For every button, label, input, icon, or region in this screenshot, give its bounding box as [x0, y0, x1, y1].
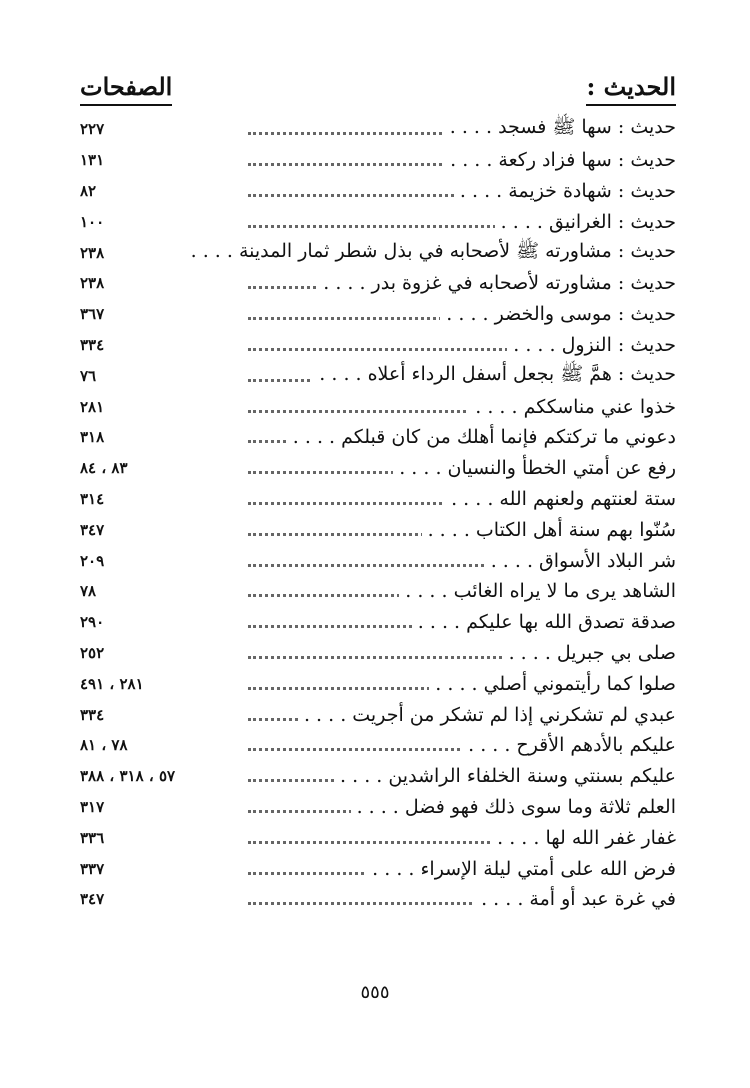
- index-row-body: [198, 484, 676, 515]
- index-row-text: في غرة عبد أو أمة . . . .: [475, 888, 676, 910]
- index-row-text: فرض الله على أمتي ليلة الإسراء . . . .: [366, 858, 676, 880]
- index-row-body: [198, 607, 676, 638]
- index-row: [80, 299, 676, 330]
- index-row-body: [198, 884, 676, 915]
- index-row-text: حديث : الغرانيق . . . .: [495, 211, 676, 233]
- index-row-body: [198, 360, 676, 391]
- index-row-body: [198, 330, 676, 361]
- index-row: [80, 761, 676, 792]
- index-row-body: [198, 299, 676, 330]
- hadith-index-list: [80, 114, 676, 915]
- index-row-pages: ٣١٨: [80, 428, 105, 447]
- index-row-text: حديث : مشاورته ﷺ لأصحابه في بذل شطر ثمار المدينة . . . .: [185, 239, 676, 267]
- index-row-pages: ٢٥٢: [80, 643, 105, 662]
- index-row-text: حديث : سها ﷺ فسجد . . . .: [444, 115, 676, 143]
- index-row: [80, 730, 676, 761]
- index-row-text: حديث : مشاورته لأصحابه في غزوة بدر . . . .: [317, 272, 676, 294]
- index-row-text: حديث : النزول . . . .: [507, 334, 676, 356]
- index-header: [80, 72, 676, 108]
- index-row: [80, 607, 676, 638]
- index-row-body: [190, 237, 676, 268]
- index-row: [80, 884, 676, 915]
- index-row: [80, 822, 676, 853]
- index-row-body: [198, 853, 676, 884]
- index-row-pages: ٣٣٤: [80, 705, 105, 724]
- index-row-body: [198, 792, 676, 823]
- index-row: [80, 514, 676, 545]
- index-row-pages: ٢٢٧: [80, 120, 105, 139]
- index-row-text: الشاهد يرى ما لا يراه الغائب . . . .: [399, 580, 676, 602]
- index-row: [80, 638, 676, 669]
- index-row-pages: ٢٠٩: [80, 551, 105, 570]
- index-row-text: حديث : شهادة خزيمة . . . .: [454, 180, 676, 202]
- index-row-text: عليكم بسنتي وسنة الخلفاء الراشدين . . . .: [334, 765, 676, 787]
- index-row: [80, 176, 676, 207]
- index-row-body: [198, 268, 676, 299]
- index-row-text: حديث : همَّ ﷺ بجعل أسفل الرداء أعلاه . . . .: [313, 362, 676, 390]
- index-row-pages: ٨٣ ، ٨٤: [80, 459, 128, 478]
- index-row: [80, 330, 676, 361]
- index-row-text: عليكم بالأدهم الأقرح . . . .: [462, 734, 676, 756]
- index-row: [80, 545, 676, 576]
- index-row-body: [198, 422, 676, 453]
- index-row-text: حديث : سها فزاد ركعة . . . .: [444, 149, 676, 171]
- index-row-text: العلم ثلاثة وما سوى ذلك فهو فضل . . . .: [351, 796, 676, 818]
- index-row: [80, 484, 676, 515]
- index-row-body: [198, 514, 676, 545]
- index-row-pages: ٢٣٨: [80, 274, 105, 293]
- index-row: [80, 453, 676, 484]
- index-row-text: دعوني ما تركتكم فإنما أهلك من كان قبلكم . . . .: [287, 426, 676, 448]
- index-row: [80, 668, 676, 699]
- index-row-body: [198, 730, 676, 761]
- index-row-pages: ٣٣٧: [80, 859, 105, 878]
- index-row-body: [198, 176, 676, 207]
- index-row-body: [198, 453, 676, 484]
- index-row-text: صلى بي جبريل . . . .: [503, 642, 676, 664]
- index-row: [80, 576, 676, 607]
- index-row-body: [198, 545, 676, 576]
- index-row-pages: ٣٦٧: [80, 305, 105, 324]
- index-row-text: سُنّوا بهم سنة أهل الكتاب . . . .: [422, 519, 676, 541]
- index-row: [80, 206, 676, 237]
- index-row-pages: ٣١٧: [80, 797, 105, 816]
- index-row: [80, 391, 676, 422]
- index-row: [80, 114, 676, 145]
- index-row-body: [198, 822, 676, 853]
- index-row-text: حديث : موسى والخضر . . . .: [440, 303, 676, 325]
- index-row: [80, 792, 676, 823]
- index-row: [80, 268, 676, 299]
- index-row-pages: ٧٦: [80, 366, 97, 385]
- index-row-pages: ٢٣٨: [80, 243, 105, 262]
- index-row-text: خذوا عني مناسككم . . . .: [469, 396, 676, 418]
- index-row-text: غفار غفر الله لها . . . .: [491, 827, 676, 849]
- page-number: ٥٥٥: [360, 982, 390, 1003]
- index-row-body: [198, 638, 676, 669]
- index-row: [80, 853, 676, 884]
- index-row-pages: ٣٣٦: [80, 828, 105, 847]
- index-row: [80, 699, 676, 730]
- index-row-pages: ٥٧ ، ٣١٨ ، ٣٨٨: [80, 767, 176, 786]
- index-row-text: صلوا كما رأيتموني أصلي . . . .: [429, 673, 676, 695]
- index-row-pages: ٢٨١ ، ٤٩١: [80, 674, 144, 693]
- index-row-text: صدقة تصدق الله بها عليكم . . . .: [412, 611, 676, 633]
- index-row: [80, 360, 676, 391]
- index-row: [80, 422, 676, 453]
- index-row-text: ستة لعنتهم ولعنهم الله . . . .: [445, 488, 676, 510]
- index-row-pages: ٣١٤: [80, 489, 105, 508]
- index-row: [80, 237, 676, 268]
- index-row-pages: ٢٩٠: [80, 613, 105, 632]
- index-row-body: [198, 699, 676, 730]
- index-row-pages: ٣٤٧: [80, 520, 105, 539]
- index-row-body: [198, 206, 676, 237]
- index-row-pages: ٧٨: [80, 582, 97, 601]
- index-row-pages: ٨٢: [80, 181, 97, 200]
- index-row-body: [198, 668, 676, 699]
- index-row-text: شر البلاد الأسواق . . . .: [485, 550, 676, 572]
- index-row-body: [198, 145, 676, 176]
- index-row-text: عبدي لم تشكرني إذا لم تشكر من أجريت . . . .: [298, 704, 676, 726]
- hadith-column-heading: الحديث :: [586, 72, 676, 106]
- index-row-pages: ١٠٠: [80, 212, 105, 231]
- index-row: [80, 145, 676, 176]
- index-row-body: [198, 391, 676, 422]
- index-row-body: [198, 576, 676, 607]
- index-row-pages: ٧٨ ، ٨١: [80, 736, 128, 755]
- pages-column-heading: الصفحات: [80, 72, 172, 106]
- index-row-pages: ٣٤٧: [80, 890, 105, 909]
- index-row-text: رفع عن أمتي الخطأ والنسيان . . . .: [393, 457, 676, 479]
- index-row-pages: ٢٨١: [80, 397, 105, 416]
- index-row-pages: ٣٣٤: [80, 335, 105, 354]
- index-row-body: [198, 114, 676, 145]
- index-row-body: [198, 761, 676, 792]
- index-row-pages: ١٣١: [80, 151, 105, 170]
